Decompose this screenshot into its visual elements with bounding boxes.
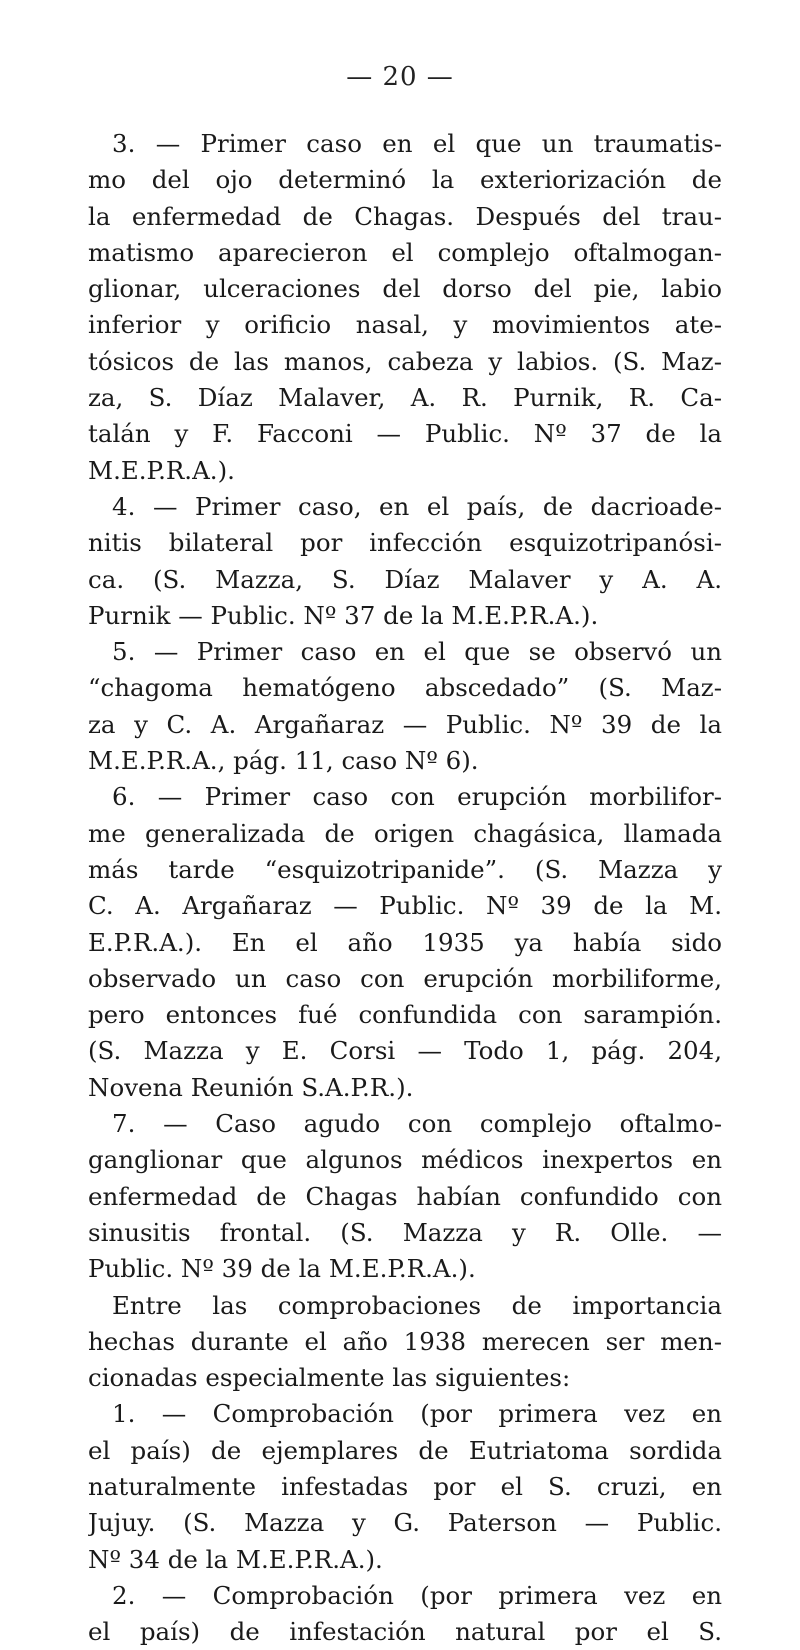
text-line: 7. — Caso agudo con complejo oftalmo-: [112, 1109, 722, 1139]
text-line: 4. — Primer caso, en el país, de dacrioade-: [112, 491, 722, 521]
text-line: nitis bilateral por infección esquizotripanósi-: [88, 528, 722, 558]
text-line: 3. — Primer caso en el que un traumatis-: [112, 129, 722, 158]
text-line: Nº 34 de la M.E.P.R.A.).: [88, 1544, 383, 1574]
body-text: [88, 126, 722, 1650]
text-line: (S. Mazza y E. Corsi — Todo 1, pág. 204,: [88, 1036, 722, 1066]
text-line: naturalmente infestadas por el S. cruzi, en: [88, 1471, 722, 1501]
text-line: Novena Reunión S.A.P.R.).: [88, 1072, 414, 1102]
text-line: el país) de ejemplares de Eutriatoma sordida: [88, 1435, 722, 1465]
text-line: talán y F. Facconi — Public. Nº 37 de la: [88, 419, 722, 449]
text-line: la enfermedad de Chagas. Después del trau-: [88, 201, 722, 231]
text-line: 1. — Comprobación (por primera vez en: [112, 1399, 722, 1429]
text-line: 2. — Comprobación (por primera vez en: [112, 1580, 722, 1610]
text-line: tósicos de las manos, cabeza y labios. (S. Maz-: [88, 346, 722, 376]
text-line: 6. — Primer caso con erupción morbilifor-: [112, 782, 722, 812]
text-line: mo del ojo determinó la exteriorización de: [88, 165, 722, 195]
text-line: glionar, ulceraciones del dorso del pie, labio: [88, 274, 722, 304]
text-line: matismo aparecieron el complejo oftalmogan-: [88, 237, 722, 267]
text-line: M.E.P.R.A., pág. 11, caso Nº 6).: [88, 746, 479, 776]
text-line: sinusitis frontal. (S. Mazza y R. Olle. —: [88, 1217, 722, 1247]
text-line: pero entonces fué confundida con sarampión.: [88, 1000, 722, 1030]
text-line: ca. (S. Mazza, S. Díaz Malaver y A. A.: [88, 564, 722, 594]
text-line: “chagoma hematógeno abscedado” (S. Maz-: [88, 673, 722, 703]
text-line: 5. — Primer caso en el que se observó un: [112, 637, 722, 667]
text-line: za y C. A. Argañaraz — Public. Nº 39 de la: [88, 709, 722, 739]
text-line: observado un caso con erupción morbiliforme,: [88, 963, 722, 993]
text-line: Purnik — Public. Nº 37 de la M.E.P.R.A.).: [88, 600, 599, 630]
text-line: M.E.P.R.A.).: [88, 455, 235, 485]
text-line: Public. Nº 39 de la M.E.P.R.A.).: [88, 1254, 476, 1284]
text-line: más tarde “esquizotripanide”. (S. Mazza y: [88, 854, 722, 884]
text-line: Entre las comprobaciones de importancia: [112, 1290, 722, 1320]
text-line: hechas durante el año 1938 merecen ser men-: [88, 1326, 722, 1356]
text-line: za, S. Díaz Malaver, A. R. Purnik, R. Ca-: [88, 383, 722, 413]
text-line: E.P.R.A.). En el año 1935 ya había sido: [88, 927, 722, 957]
page-number: — 20 —: [346, 62, 454, 92]
text-line: inferior y orificio nasal, y movimientos ate-: [88, 310, 722, 340]
text-line: Jujuy. (S. Mazza y G. Paterson — Public.: [88, 1508, 722, 1538]
text-line: C. A. Argañaraz — Public. Nº 39 de la M.: [88, 891, 722, 921]
text-line: cionadas especialmente las siguientes:: [88, 1363, 571, 1393]
text-line: ganglionar que algunos médicos inexpertos en: [88, 1145, 722, 1175]
text-line: el país) de infestación natural por el S.: [88, 1617, 722, 1647]
text-line: enfermedad de Chagas habían confundido con: [88, 1181, 722, 1211]
text-line: me generalizada de origen chagásica, llamada: [88, 818, 722, 848]
